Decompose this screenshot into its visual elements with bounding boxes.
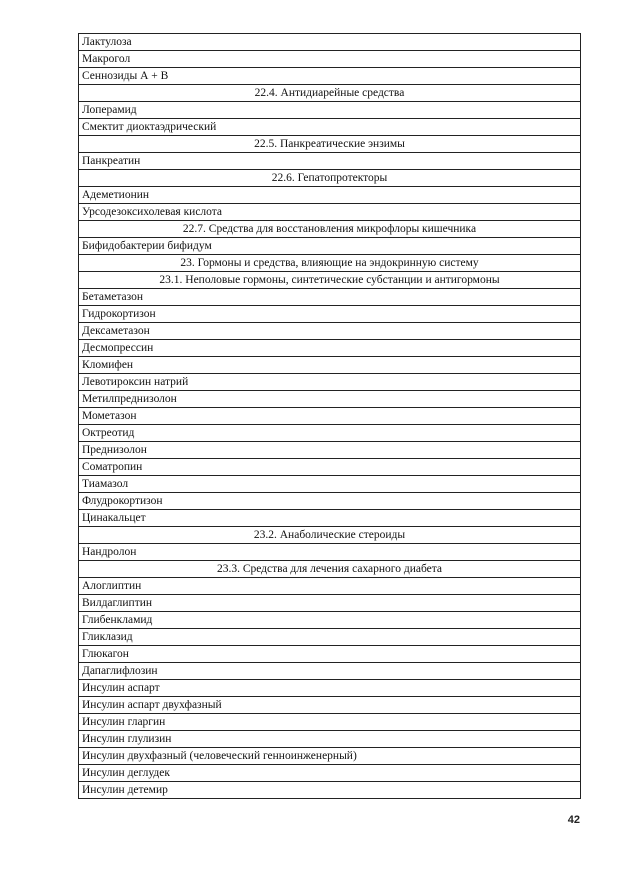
drug-name: Тиамазол [79, 476, 581, 493]
drug-name: Алоглиптин [79, 578, 581, 595]
drug-name: Лоперамид [79, 102, 581, 119]
drug-row [79, 204, 581, 221]
drug-name: Инсулин глулизин [79, 731, 581, 748]
section-header-row [79, 561, 581, 578]
drug-row [79, 476, 581, 493]
page-number: 42 [567, 814, 580, 826]
drug-name: Флудрокортизон [79, 493, 581, 510]
drug-row [79, 102, 581, 119]
drug-name: Инсулин детемир [79, 782, 581, 799]
drug-name: Инсулин гларгин [79, 714, 581, 731]
section-title: 22.7. Средства для восстановления микрофлоры кишечника [79, 221, 581, 238]
drug-row [79, 629, 581, 646]
drug-name: Цинакальцет [79, 510, 581, 527]
drug-row [79, 646, 581, 663]
drug-name: Бифидобактерии бифидум [79, 238, 581, 255]
drug-row [79, 374, 581, 391]
section-title: 23.2. Анаболические стероиды [79, 527, 581, 544]
drug-row [79, 544, 581, 561]
drug-row [79, 34, 581, 51]
drug-row [79, 663, 581, 680]
drug-list-body [79, 34, 581, 799]
drug-row [79, 306, 581, 323]
drug-row [79, 697, 581, 714]
drug-name: Урсодезоксихолевая кислота [79, 204, 581, 221]
drug-row [79, 731, 581, 748]
drug-name: Преднизолон [79, 442, 581, 459]
section-title: 22.4. Антидиарейные средства [79, 85, 581, 102]
drug-row [79, 578, 581, 595]
section-header-row [79, 255, 581, 272]
section-title: 22.6. Гепатопротекторы [79, 170, 581, 187]
drug-name: Дапаглифлозин [79, 663, 581, 680]
drug-name: Макрогол [79, 51, 581, 68]
drug-name: Десмопрессин [79, 340, 581, 357]
drug-name: Смектит диоктаэдрический [79, 119, 581, 136]
drug-row [79, 153, 581, 170]
section-title: 23. Гормоны и средства, влияющие на эндокринную систему [79, 255, 581, 272]
drug-list-table [78, 33, 581, 799]
drug-name: Гликлазид [79, 629, 581, 646]
drug-row [79, 459, 581, 476]
drug-name: Октреотид [79, 425, 581, 442]
drug-row [79, 510, 581, 527]
section-header-row [79, 527, 581, 544]
drug-name: Инсулин двухфазный (человеческий генноинженерный) [79, 748, 581, 765]
drug-name: Вилдаглиптин [79, 595, 581, 612]
drug-row [79, 493, 581, 510]
drug-name: Нандролон [79, 544, 581, 561]
drug-name: Бетаметазон [79, 289, 581, 306]
drug-row [79, 119, 581, 136]
drug-row [79, 748, 581, 765]
section-header-row [79, 170, 581, 187]
drug-row [79, 289, 581, 306]
drug-name: Инсулин деглудек [79, 765, 581, 782]
drug-row [79, 340, 581, 357]
drug-name: Гидрокортизон [79, 306, 581, 323]
drug-row [79, 442, 581, 459]
drug-row [79, 357, 581, 374]
drug-row [79, 68, 581, 85]
drug-row [79, 425, 581, 442]
drug-row [79, 238, 581, 255]
drug-name: Сеннозиды А + В [79, 68, 581, 85]
drug-row [79, 612, 581, 629]
drug-name: Глюкагон [79, 646, 581, 663]
drug-row [79, 408, 581, 425]
drug-row [79, 391, 581, 408]
section-title: 23.3. Средства для лечения сахарного диабета [79, 561, 581, 578]
drug-name: Глибенкламид [79, 612, 581, 629]
drug-row [79, 680, 581, 697]
drug-name: Кломифен [79, 357, 581, 374]
section-header-row [79, 272, 581, 289]
drug-row [79, 595, 581, 612]
drug-name: Панкреатин [79, 153, 581, 170]
drug-name: Мометазон [79, 408, 581, 425]
section-title: 22.5. Панкреатические энзимы [79, 136, 581, 153]
drug-name: Инсулин аспарт [79, 680, 581, 697]
drug-row [79, 782, 581, 799]
drug-row [79, 187, 581, 204]
section-header-row [79, 85, 581, 102]
drug-row [79, 51, 581, 68]
section-title: 23.1. Неполовые гормоны, синтетические субстанции и антигормоны [79, 272, 581, 289]
drug-name: Дексаметазон [79, 323, 581, 340]
section-header-row [79, 221, 581, 238]
drug-row [79, 714, 581, 731]
drug-row [79, 765, 581, 782]
drug-name: Метилпреднизолон [79, 391, 581, 408]
drug-name: Левотироксин натрий [79, 374, 581, 391]
section-header-row [79, 136, 581, 153]
drug-name: Соматропин [79, 459, 581, 476]
drug-name: Инсулин аспарт двухфазный [79, 697, 581, 714]
drug-name: Лактулоза [79, 34, 581, 51]
drug-row [79, 323, 581, 340]
drug-name: Адеметионин [79, 187, 581, 204]
